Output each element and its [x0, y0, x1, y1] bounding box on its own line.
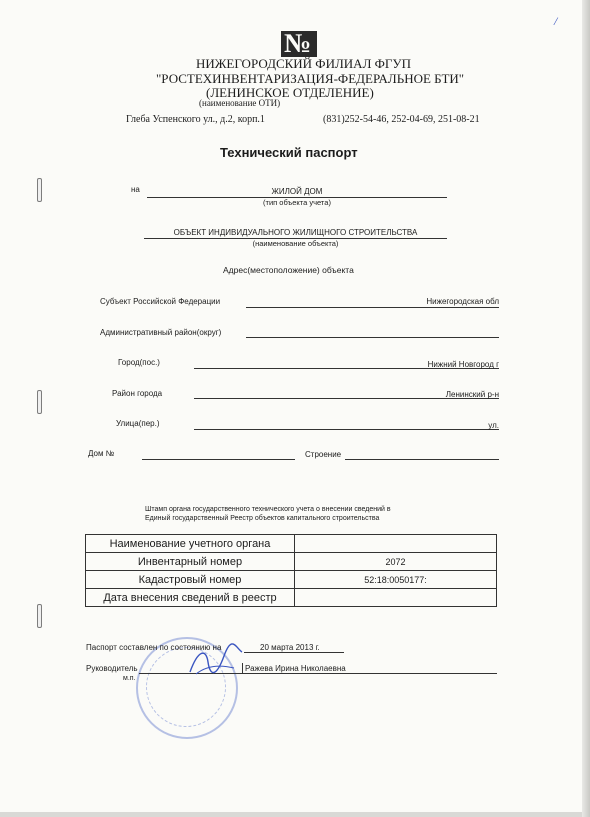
table-row: [86, 589, 497, 607]
compiled-label: Паспорт составлен по состоянию на: [86, 643, 222, 652]
object-name-caption: (наименование объекта): [252, 239, 339, 248]
admin-district-label: Административный район(округ): [100, 328, 222, 337]
object-type-value: ЖИЛОЙ ДОМ: [271, 187, 323, 196]
head-label: Руководитель: [86, 664, 138, 673]
registry-table: [85, 534, 497, 607]
registry-label: Дата внесения сведений в реестр: [86, 589, 295, 607]
registry-label: Наименование учетного органа: [86, 535, 295, 553]
object-type-prefix: на: [131, 185, 140, 194]
house-label: Дом №: [88, 449, 115, 458]
address-heading: Адрес(местоположение) объекта: [223, 265, 354, 275]
city-label: Город(пос.): [118, 358, 160, 367]
org-name-line2: "РОСТЕХИНВЕНТАРИЗАЦИЯ-ФЕДЕРАЛЬНОЕ БТИ": [156, 71, 465, 86]
city-value: Нижний Новгород г: [427, 360, 499, 369]
corner-handwritten-mark: /: [554, 14, 558, 28]
org-name-line1: НИЖЕГОРОДСКИЙ ФИЛИАЛ ФГУП: [196, 56, 412, 71]
page-edge: [582, 0, 590, 817]
compiled-date: 20 марта 2013 г.: [260, 643, 320, 652]
head-name: Ражева Ирина Николаевна: [245, 664, 346, 673]
bti-logo: №: [281, 31, 317, 57]
registry-value: 52:18:0050177:: [295, 571, 497, 589]
org-address: Глеба Успенского ул., д.2, корп.1: [126, 114, 265, 125]
signature-icon: [186, 642, 246, 682]
subject-line: [246, 307, 499, 308]
registry-label: Инвентарный номер: [86, 553, 295, 571]
building-line: [345, 459, 499, 460]
street-value: ул.: [488, 421, 499, 430]
house-line: [142, 459, 295, 460]
table-row: [86, 553, 497, 571]
city-district-value: Ленинский р-н: [445, 390, 499, 399]
binding-staple: [37, 178, 42, 202]
registry-value: [295, 589, 497, 607]
compiled-date-line: [244, 652, 344, 653]
stamp-note-line2: Единый государственный Реестр объектов капитального строительства: [145, 515, 380, 522]
object-name-value: ОБЪЕКТ ИНДИВИДУАЛЬНОГО ЖИЛИЩНОГО СТРОИТЕЛЬСТВА: [173, 228, 418, 237]
building-label: Строение: [305, 450, 342, 459]
subject-label: Субъект Российской Федерации: [100, 297, 221, 306]
street-line: [194, 429, 499, 430]
org-caption: (наименование ОТИ): [199, 98, 281, 108]
object-type-caption: (тип объекта учета): [263, 198, 331, 207]
registry-label: Кадастровый номер: [86, 571, 295, 589]
binding-staple: [37, 390, 42, 414]
street-label: Улица(пер.): [116, 419, 160, 428]
page-title: Технический паспорт: [220, 145, 358, 160]
binding-staple: [37, 604, 42, 628]
table-row: [86, 571, 497, 589]
seal-label: м.п.: [123, 675, 136, 682]
org-name-line3: (ЛЕНИНСКОЕ ОТДЕЛЕНИЕ): [206, 85, 374, 100]
org-phones: (831)252-54-46, 252-04-69, 251-08-21: [323, 114, 480, 125]
registry-value: [295, 535, 497, 553]
subject-value: Нижегородская обл: [426, 297, 499, 306]
admin-district-line: [246, 337, 499, 338]
registry-value: 2072: [295, 553, 497, 571]
table-row: [86, 535, 497, 553]
stamp-note-line1: Штамп органа государственного технического учета о внесении сведений в: [145, 506, 391, 513]
city-district-label: Район города: [112, 389, 163, 398]
